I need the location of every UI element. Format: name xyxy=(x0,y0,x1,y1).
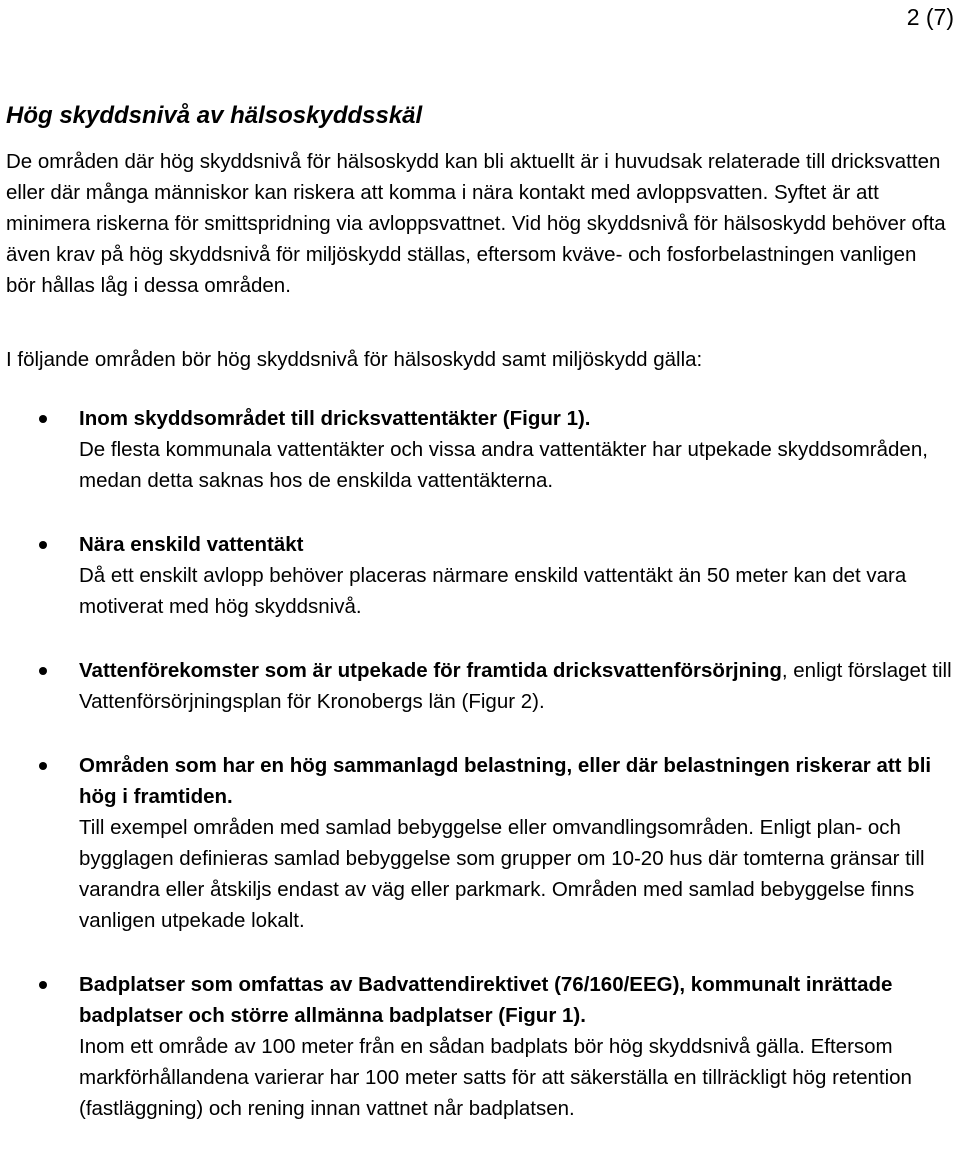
lead-paragraph: I följande områden bör hög skyddsnivå för hälsoskydd samt miljöskydd gälla: xyxy=(6,348,703,371)
bullet-body: Inom ett område av 100 meter från en sådan badplats bör hög skyddsnivå gälla. Eftersom markförhållandena varierar har 100 meter satts för att säkerställa en tillräckligt hög retention (fastläggning) och rening innan vattnet når badplatsen. xyxy=(79,1035,912,1120)
bullet-item-high-load-areas xyxy=(0,750,955,936)
bullet-title: Områden som har en hög sammanlagd belastning, eller där belastningen riskerar att bli hög i framtiden. xyxy=(79,754,932,808)
page-number: 2 (7) xyxy=(906,4,954,30)
bullet-title: Nära enskild vattentäkt xyxy=(79,533,304,556)
bullet-icon xyxy=(39,667,47,675)
intro-paragraph: De områden där hög skyddsnivå för hälsoskydd kan bli aktuellt är i huvudsak relaterade till dricksvatten eller där många människor kan riskera att komma i nära kontakt med avloppsvatten. Syftet är att minimera riskerna för smittspridning via avloppsvattnet. Vid hög skyddsnivå för hälsoskydd behöver ofta även krav på hög skyddsnivå för miljöskydd ställas, eftersom kväve- och fosforbelastningen vanligen bör hållas låg i dessa områden. xyxy=(6,150,946,297)
bullet-title: Vattenförekomster som är utpekade för framtida dricksvattenförsörjning xyxy=(79,659,782,682)
bullet-title: Inom skyddsområdet till dricksvattentäkter (Figur 1). xyxy=(79,407,591,430)
bullet-icon xyxy=(39,981,47,989)
bullet-body: Då ett enskilt avlopp behöver placeras närmare enskild vattentäkt än 50 meter kan det vara motiverat med hög skyddsnivå. xyxy=(79,564,907,618)
bullet-item-drinking-water-protection xyxy=(0,403,955,496)
bullet-item-future-water-supply xyxy=(0,655,955,717)
section-heading: Hög skyddsnivå av hälsoskyddsskäl xyxy=(6,102,423,129)
bullet-list xyxy=(0,403,955,1124)
bullet-item-private-well xyxy=(0,529,955,622)
bullet-body: De flesta kommunala vattentäkter och vissa andra vattentäkter har utpekade skyddsområden, medan detta saknas hos de enskilda vattentäkterna. xyxy=(79,438,928,492)
bullet-icon xyxy=(39,762,47,770)
bullet-body: Till exempel områden med samlad bebyggelse eller omvandlingsområden. Enligt plan- och bygglagen definieras samlad bebyggelse som grupper om 10-20 hus där tomterna gränsar till varandra eller åtskiljs endast av väg eller parkmark. Områden med samlad bebyggelse finns vanligen utpekade lokalt. xyxy=(79,816,925,932)
bullet-icon xyxy=(39,415,47,423)
bullet-title: Badplatser som omfattas av Badvattendirektivet (76/160/EEG), kommunalt inrättade badplatser och större allmänna badplatser (Figur 1). xyxy=(79,973,893,1027)
bullet-body: , enligt förslaget till Vattenförsörjningsplan för Kronobergs län (Figur 2). xyxy=(79,659,952,713)
bullet-icon xyxy=(39,541,47,549)
bullet-item-bathing-sites xyxy=(0,969,955,1124)
